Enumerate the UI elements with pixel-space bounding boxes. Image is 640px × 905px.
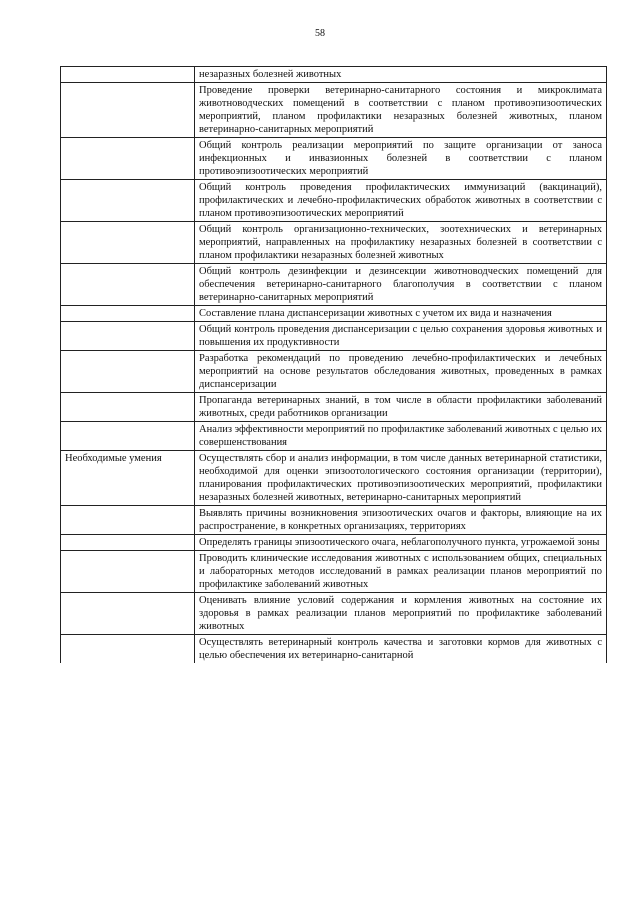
table-row (61, 322, 607, 351)
row-text-cell (195, 635, 607, 664)
row-label-cell (61, 535, 195, 551)
row-text: Проведение проверки ветеринарно-санитарного состояния и микроклимата животноводческих помещений в соответствии с планом противоэпизоотических мероприятий, планом профилактики незаразных болезней животных, планом ветеринарно-санитарных мероприятий (199, 85, 602, 135)
row-label-cell (61, 83, 195, 138)
row-text: Осуществлять сбор и анализ информации, в том числе данных ветеринарной статистики, необходимой для оценки эпизоотологического состояния организации (территории), планирования профилактических противоэпизоотических мероприятий, профилактики незаразных болезней животных, ветеринарно-санитарных мероприятий (199, 453, 602, 503)
row-label-cell (61, 506, 195, 535)
row-label-cell (61, 180, 195, 222)
row-label-cell (61, 138, 195, 180)
row-label-cell (61, 306, 195, 322)
row-text-cell (195, 322, 607, 351)
table-row (61, 83, 607, 138)
table-row (61, 593, 607, 635)
row-label: Необходимые умения (65, 453, 162, 464)
row-label-cell (61, 393, 195, 422)
page-number: 58 (315, 28, 325, 39)
row-text: Общий контроль реализации мероприятий по защите организации от заноса инфекционных и инвазионных болезней в соответствии с планом противоэпизоотических мероприятий (199, 140, 602, 177)
row-text-cell (195, 222, 607, 264)
row-text: Осуществлять ветеринарный контроль качества и заготовки кормов для животных с целью обеспечения их ветеринарно-санитарной (199, 637, 602, 661)
row-label-cell (61, 422, 195, 451)
row-text-cell (195, 83, 607, 138)
row-text: Выявлять причины возникновения эпизоотических очагов и факторы, влияющие на их распространение, в конкретных организациях, территориях (199, 508, 602, 532)
row-label-cell (61, 451, 195, 506)
row-text: Анализ эффективности мероприятий по профилактике заболеваний животных с целью их совершенствования (199, 424, 602, 448)
row-text-cell (195, 593, 607, 635)
row-text: Общий контроль организационно-технических, зоотехнических и ветеринарных мероприятий, направленных на профилактику незаразных болезней в соответствии с планом профилактики незаразных болезней животных (199, 224, 602, 261)
table-row (61, 535, 607, 551)
row-text: Пропаганда ветеринарных знаний, в том числе в области профилактики заболеваний животных, среди работников организации (199, 395, 602, 419)
row-text-cell (195, 264, 607, 306)
table-row (61, 551, 607, 593)
row-text: Разработка рекомендаций по проведению лечебно-профилактических и лечебных мероприятий на основе результатов обследования животных, проведенных в рамках диспансеризации (199, 353, 602, 390)
row-text-cell (195, 451, 607, 506)
row-text: незаразных болезней животных (199, 69, 342, 80)
row-label-cell (61, 222, 195, 264)
row-text: Общий контроль проведения диспансеризации с целью сохранения здоровья животных и повышения их продуктивности (199, 324, 602, 348)
row-text-cell (195, 422, 607, 451)
table-row (61, 451, 607, 506)
table-row (61, 635, 607, 664)
row-text: Проводить клинические исследования животных с использованием общих, специальных и лабораторных методов исследований в рамках реализации планов мероприятий по профилактике заболеваний животных (199, 553, 602, 590)
row-label-cell (61, 351, 195, 393)
row-text: Оценивать влияние условий содержания и кормления животных на состояние их здоровья в рамках реализации планов мероприятий по профилактике заболеваний животных (199, 595, 602, 632)
row-text: Определять границы эпизоотического очага, неблагополучного пункта, угрожаемой зоны (199, 537, 600, 548)
row-text-cell (195, 535, 607, 551)
table-row (61, 138, 607, 180)
table-body (61, 67, 607, 664)
row-label-cell (61, 264, 195, 306)
row-text-cell (195, 67, 607, 83)
row-label-cell (61, 593, 195, 635)
row-label-cell (61, 551, 195, 593)
row-text-cell (195, 506, 607, 535)
table-row (61, 180, 607, 222)
requirements-table (60, 66, 607, 663)
table-row (61, 422, 607, 451)
row-text-cell (195, 551, 607, 593)
row-label-cell (61, 635, 195, 664)
row-label-cell (61, 322, 195, 351)
row-text-cell (195, 393, 607, 422)
table-row (61, 506, 607, 535)
table-row (61, 222, 607, 264)
row-text: Общий контроль проведения профилактических иммунизаций (вакцинаций), профилактических и лечебно-профилактических обработок животных в соответствии с планом противоэпизоотических мероприятий (199, 182, 602, 219)
table-row (61, 393, 607, 422)
row-text-cell (195, 180, 607, 222)
row-label-cell (61, 67, 195, 83)
row-text-cell (195, 306, 607, 322)
table-row (61, 306, 607, 322)
row-text: Общий контроль дезинфекции и дезинсекции животноводческих помещений для обеспечения ветеринарно-санитарного благополучия в соответствии с планом ветеринарно-санитарных мероприятий (199, 266, 602, 303)
row-text-cell (195, 351, 607, 393)
table-row (61, 264, 607, 306)
table-row (61, 67, 607, 83)
row-text-cell (195, 138, 607, 180)
row-text: Составление плана диспансеризации животных с учетом их вида и назначения (199, 308, 552, 319)
table-row (61, 351, 607, 393)
